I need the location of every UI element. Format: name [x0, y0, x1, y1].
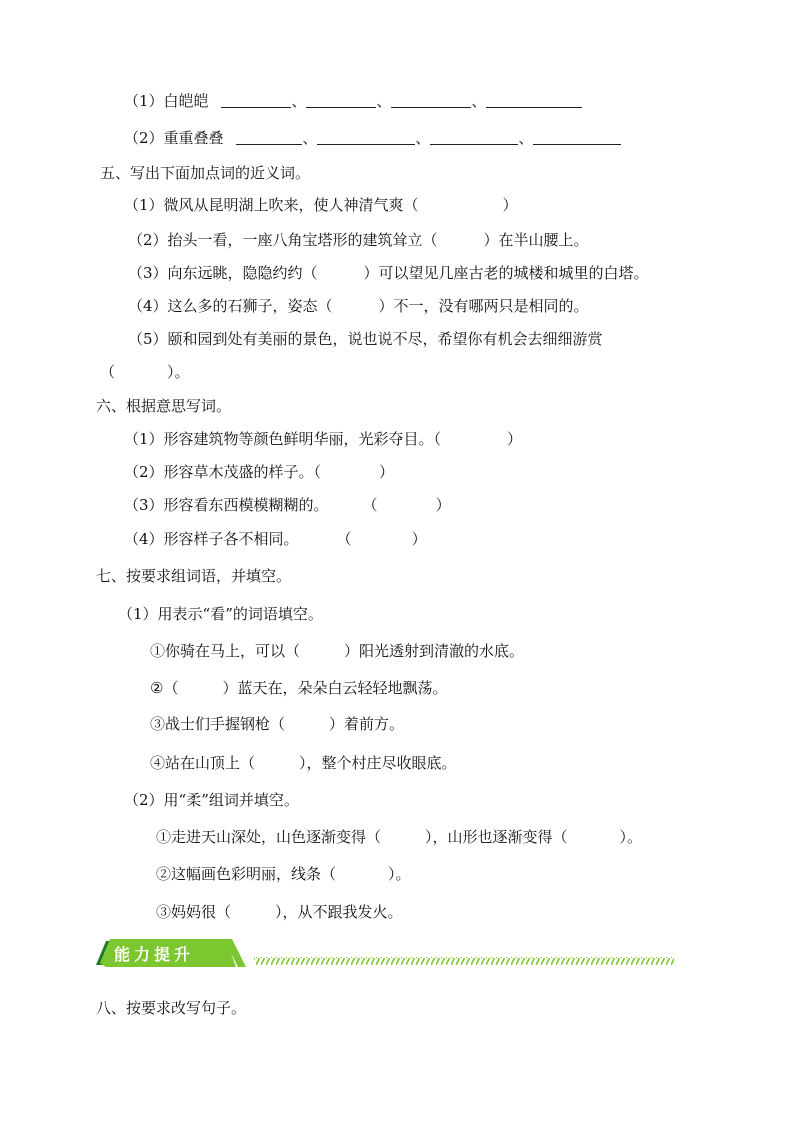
- q5-title: 五、写出下面加点词的近义词。: [100, 164, 311, 182]
- answer-blank[interactable]: [306, 93, 376, 108]
- q7-p2-s2: ②这幅画色彩明丽，线条（ ）。: [156, 865, 411, 883]
- q5-s5-answer: （ ）。: [100, 363, 190, 381]
- q6-s2: （2）形容草木茂盛的样子。（ ）: [124, 463, 395, 481]
- q5-s5: （5）颐和园到处有美丽的景色，说也说不尽，希望你有机会去细细游赏: [128, 330, 603, 348]
- q7-p1-s3: ③战士们手握钢枪（ ）着前方。: [150, 715, 405, 733]
- q7-part1-title: （1）用表示“看”的词语填空。: [118, 605, 323, 623]
- q6-title: 六、根据意思写词。: [96, 397, 232, 415]
- q7-title: 七、按要求组词语，并填空。: [96, 567, 292, 585]
- q7-p1-s1: ①你骑在马上，可以（ ）阳光透射到清澈的水底。: [150, 642, 525, 660]
- q6-s4: （4）形容样子各不相同。 （ ）: [124, 530, 427, 548]
- q4-line-2: （2）重重叠叠 、 、 、: [124, 128, 621, 148]
- q7-p2-s3: ③妈妈很（ ），从不跟我发火。: [156, 903, 403, 921]
- q5-s3: （3）向东远眺，隐隐约约（ ）可以望见几座古老的城楼和城里的白塔。: [128, 264, 649, 282]
- answer-blank[interactable]: [221, 93, 291, 108]
- q7-part2-title: （2）用“柔”组词并填空。: [124, 791, 299, 809]
- q5-s1: （1）微风从昆明湖上吹来，使人神清气爽（ ）: [124, 196, 518, 214]
- section-banner: [96, 937, 686, 973]
- q4-item-1-label: （1）白皑皑: [124, 92, 209, 110]
- q6-s1: （1）形容建筑物等颜色鲜明华丽，光彩夺目。（ ）: [124, 430, 523, 448]
- q8-title: 八、按要求改写句子。: [96, 999, 247, 1017]
- answer-blank[interactable]: [391, 93, 471, 108]
- answer-blank[interactable]: [236, 130, 302, 145]
- answer-blank[interactable]: [533, 130, 621, 145]
- answer-blank[interactable]: [317, 130, 415, 145]
- banner-label: 能力提升: [114, 945, 195, 964]
- answer-blank[interactable]: [486, 93, 582, 108]
- q4-line-1: （1）白皑皑 、 、 、: [124, 91, 582, 111]
- q7-p1-s2: ②（ ）蓝天在，朵朵白云轻轻地飘荡。: [150, 679, 448, 697]
- q7-p1-s4: ④站在山顶上（ ），整个村庄尽收眼底。: [150, 754, 457, 772]
- answer-blank[interactable]: [430, 130, 518, 145]
- q5-s4: （4）这么多的石狮子，姿态（ ）不一，没有哪两只是相同的。: [128, 297, 589, 315]
- q5-s2: （2）抬头一看，一座八角宝塔形的建筑耸立（ ）在半山腰上。: [128, 231, 589, 249]
- banner-hatch-line: [254, 957, 674, 965]
- q4-item-2-label: （2）重重叠叠: [124, 129, 224, 147]
- q6-s3: （3）形容看东西模模糊糊的。 （ ）: [124, 496, 451, 514]
- q7-p2-s1: ①走进天山深处，山色逐渐变得（ ），山形也逐渐变得（ ）。: [156, 828, 643, 846]
